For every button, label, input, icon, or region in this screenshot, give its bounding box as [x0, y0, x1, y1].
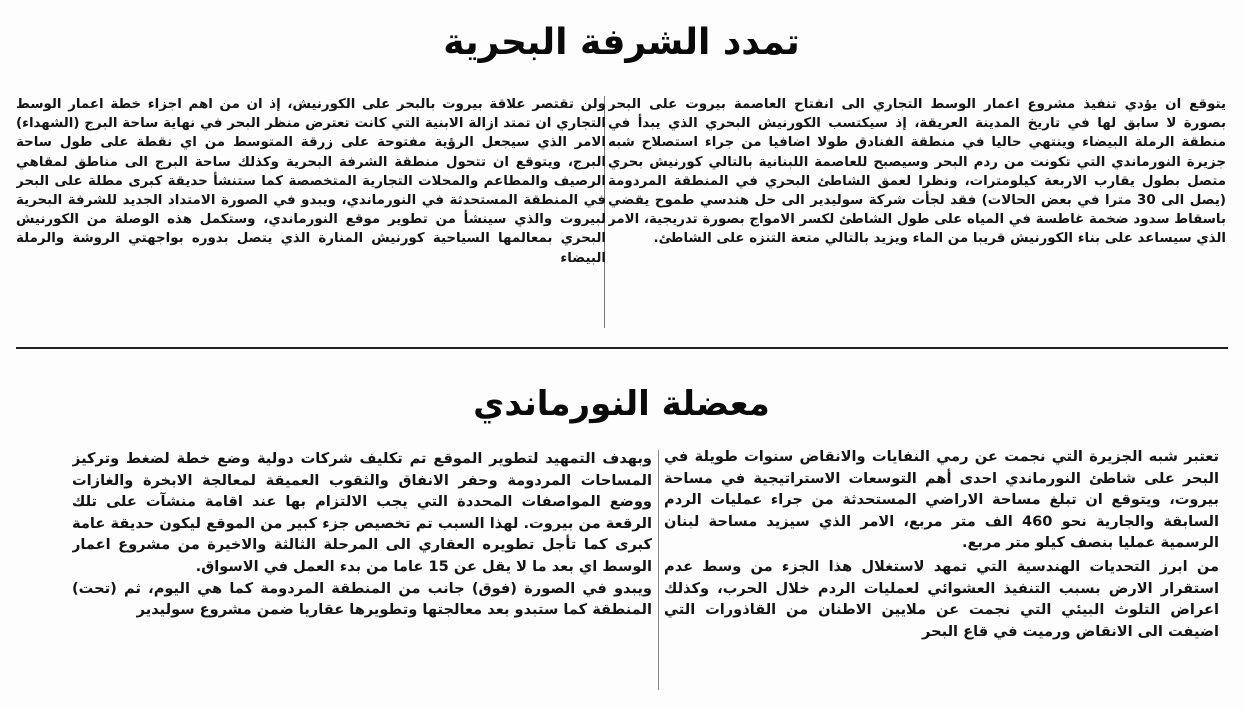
- article-1-left-column: [16, 95, 606, 325]
- article-2-right-paragraph-2: من ابرز التحديات الهندسية التي تمهد لاستغلال هذا الجزء من وسط عدم استقرار الارض بسبب التنفيذ العشوائي لعمليات الردم خلال الحرب، وكذلك اعراض التلوث البيئي التي نجمت عن ملايين الاطنان من القاذورات التي اضيفت الى الانقاض ورميت في قاع البحر: [664, 557, 1219, 640]
- article-1-right-paragraph: يتوقع ان يؤدي تنفيذ مشروع اعمار الوسط التجاري الى انفتاح العاصمة بيروت على البحر بصورة لا سابق لها في تاريخ المدينة العريقة، إذ سيكتسب الكورنيش البحري الذي يبدأ في منطقة الرملة البيضاء وينتهي حاليا في منطقة الفنادق طولا اضافيا من جراء استصلاح شبه جزيرة النورماندي التي تكونت من ردم البحر وسيصبح للعاصمة اللبنانية بالتالي كورنيش بحري متصل بطول يقارب الاربعة كيلومترات، ونظرا لعمق الشاطئ البحري في المنطقة المردومة (يصل الى 30 مترا في بعض الحالات) فقد لجأت شركة سوليدير الى حل هندسي طموح يقضي باسقاط سدود ضخمة غاطسة في المياه على طول الشاطئ لكسر الامواج بصورة تدريجية، الامر الذي سيساعد على بناء الكورنيش قريبا من الماء ويزيد بالتالي متعة التنزه على الشاطئ.: [608, 97, 1226, 247]
- article-1-left-paragraph: ولن تقتصر علاقة بيروت بالبحر على الكورنيش، إذ ان من اهم اجزاء خطة اعمار الوسط التجاري ان تمتد ازالة الابنية التي كانت تعترض منظر البحر في نهاية ساحة البرج (الشهداء) الامر الذي سيجعل الرؤية مفتوحة على زرقة المتوسط من اي نقطة على طول ساحة البرج، ويتوقع ان تتحول منطقة الشرفة البحرية وكذلك ساحة البرج الى مناطق لمقاهي الرصيف والمطاعم والمحلات التجارية المتخصصة كما ستنشأ حديقة كبرى مطلة على البحر في المنطقة المستحدثة في النورماندي، ويبدو في الصورة الامتداد الجديد للشرفة البحرية لبيروت والذي سينشأ من تطوير موقع النورماندي، وستكمل هذه الوصلة من الكورنيش البحري بمعالمها السياحية كورنيش المنارة الذي يتصل بدوره بواجهتي الروشة والرملة البيضاء: [16, 97, 606, 266]
- article-1-headline: تمدد الشرفة البحرية: [443, 22, 800, 63]
- column-divider: [658, 450, 659, 690]
- section-divider-rule: [16, 347, 1228, 349]
- article-2-right-column: [664, 446, 1219, 696]
- article-2-left-column: [72, 448, 652, 696]
- article-1-right-column: [608, 95, 1226, 343]
- article-2-left-paragraph-1: وبهدف التمهيد لتطوير الموقع تم تكليف شركات دولية وضع خطة لضغط وتركيز المساحات المردومة وحفر الانفاق والثقوب العميقة لمعالجة الابخرة والغازات ووضع المواصفات المحددة التي يجب الالتزام بها عند اقامة منشآت على تلك الرقعة من بيروت. لهذا السبب تم تخصيص جزء كبير من الموقع ليكون حديقة عامة كبرى كما تأجل تطويره العقاري الى المرحلة الثالثة والاخيرة من مشروع اعمار الوسط اي بعد ما لا يقل عن 15 عاما من بدء العمل في الاسواق.: [72, 450, 652, 575]
- article-2-right-paragraph-1: تعتبر شبه الجزيرة التي نجمت عن رمي النفايات والانقاض سنوات طويلة في البحر على شاطئ النورماندي احدى أهم التوسعات الاستراتيجية في مساحة بيروت، ويتوقع ان تبلغ مساحة الاراضي المستحدثة من جراء عمليات الردم السابقة والجارية نحو 460 الف متر مربع، الامر الذي سيزيد مساحة لبنان الرسمية عمليا بنصف كيلو متر مربع.: [664, 448, 1219, 552]
- article-2-left-paragraph-2: ويبدو في الصورة (فوق) جانب من المنطقة المردومة كما هي اليوم، ثم (تحت) المنطقة كما ستبدو بعد معالجتها وتطويرها عقاريا ضمن مشروع سوليدير: [72, 579, 652, 619]
- article-2-headline: معضلة النورماندي: [473, 384, 770, 424]
